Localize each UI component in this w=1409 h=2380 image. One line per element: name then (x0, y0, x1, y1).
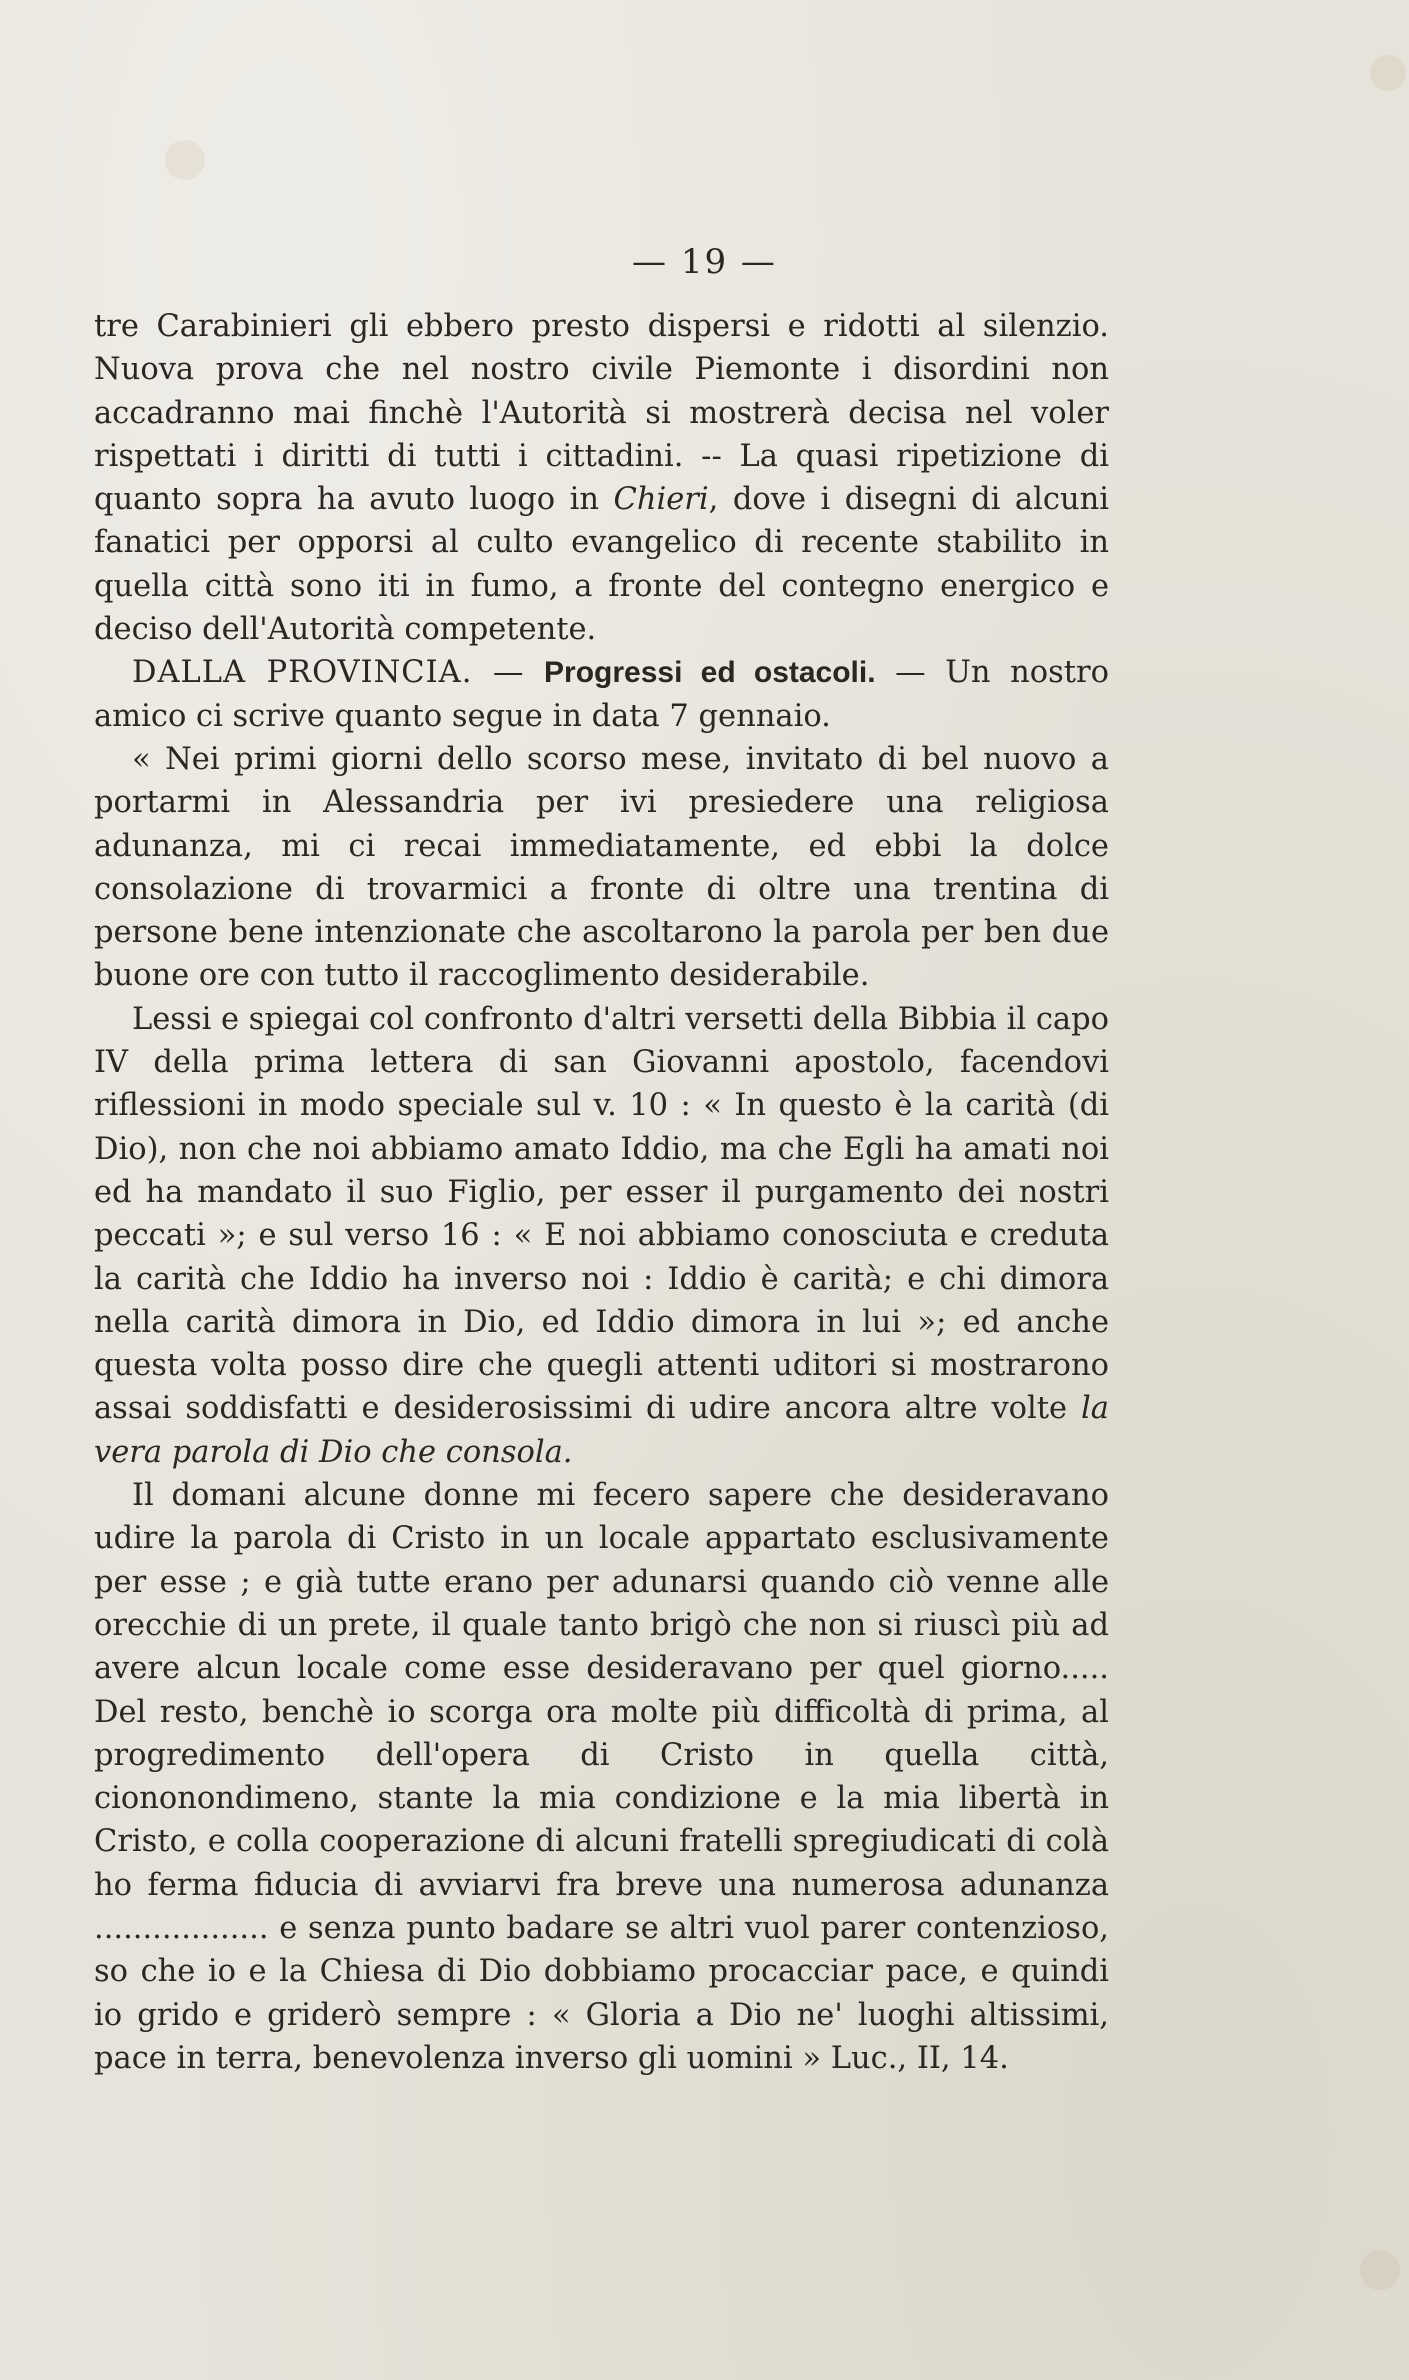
section-title: Progressi ed ostacoli. (544, 656, 876, 690)
paragraph: tre Carabinieri gli ebbero presto dispersi e ridotti al silenzio. Nuova prova che nel nostro civile Piemonte i disordini non accadranno mai finchè l'Autorità si mostrerà decisa nel voler rispettati i diritti di tutti i cittadini. -- La quasi ripetizione di quanto sopra ha avuto luogo in Chieri, dove i disegni di alcuni fanatici per opporsi al culto evangelico di recente stabilito in quella città sono iti in fumo, a fronte del contegno energico e deciso dell'Autorità competente. (94, 309, 1109, 648)
page-number: — 19 — (632, 242, 777, 282)
italic-place-name: Chieri (613, 482, 709, 518)
paper-stain (165, 140, 205, 180)
body-text (94, 305, 1109, 2080)
paragraph: « Nei primi giorni dello scorso mese, invitato di bel nuovo a portarmi in Alessandria per ivi presiedere una religiosa adunanza, mi ci recai immediatamente, ed ebbi la dolce consolazione di trovarmici a fronte di oltre una trentina di persone bene intenzionate che ascoltarono la parola per ben due buone ore con tutto il raccoglimento desiderabile. (94, 741, 1109, 994)
section-heading-paragraph: DALLA PROVINCIA. — Progressi ed ostacoli. — Un nostro amico ci scrive quanto segue in data 7 gennaio. (94, 655, 1109, 734)
section-lead: DALLA PROVINCIA. — (132, 655, 525, 691)
paragraph: Il domani alcune donne mi fecero sapere che desideravano udire la parola di Cristo in un locale appartato esclusivamente per esse ; e già tutte erano per adunarsi quando ciò venne alle orecchie di un prete, il quale tanto brigò che non si riuscì più ad avere alcun locale come esse desideravano per quel giorno..... Del resto, benchè io scorga ora molte più difficoltà di prima, al progredimento dell'opera di Cristo in quella città, ciononondimeno, stante la mia condizione e la mia libertà in Cristo, e colla cooperazione di alcuni fratelli spregiudicati di colà ho ferma fiducia di avviarvi fra breve una numerosa adunanza .................. e senza punto badare se altri vuol parer contenzioso, so che io e la Chiesa di Dio dobbiamo procacciar pace, e quindi io grido e griderò sempre : « Gloria a Dio ne' luoghi altissimi, pace in terra, benevolenza inverso gli uomini » Luc., II, 14. (94, 1478, 1109, 2076)
paragraph: Lessi e spiegai col confronto d'altri versetti della Bibbia il capo IV della prima lettera di san Giovanni apostolo, facendovi riflessioni in modo speciale sul v. 10 : « In questo è la carità (di Dio), non che noi abbiamo amato Iddio, ma che Egli ha amati noi ed ha mandato il suo Figlio, per esser il purgamento dei nostri peccati »; e sul verso 16 : « E noi abbiamo conosciuta e creduta la carità che Iddio ha inverso noi : Iddio è carità; e chi dimora nella carità dimora in Dio, ed Iddio dimora in lui »; ed anche questa volta posso dire che quegli attenti uditori si mostrarono assai soddisfatti e desiderosissimi di udire ancora altre volte la vera parola di Dio che consola. (94, 1001, 1109, 1470)
italic-quote: la vera parola di Dio che consola. (94, 1391, 1109, 1470)
paper-stain (1360, 2250, 1400, 2290)
paper-stain (1370, 55, 1406, 91)
